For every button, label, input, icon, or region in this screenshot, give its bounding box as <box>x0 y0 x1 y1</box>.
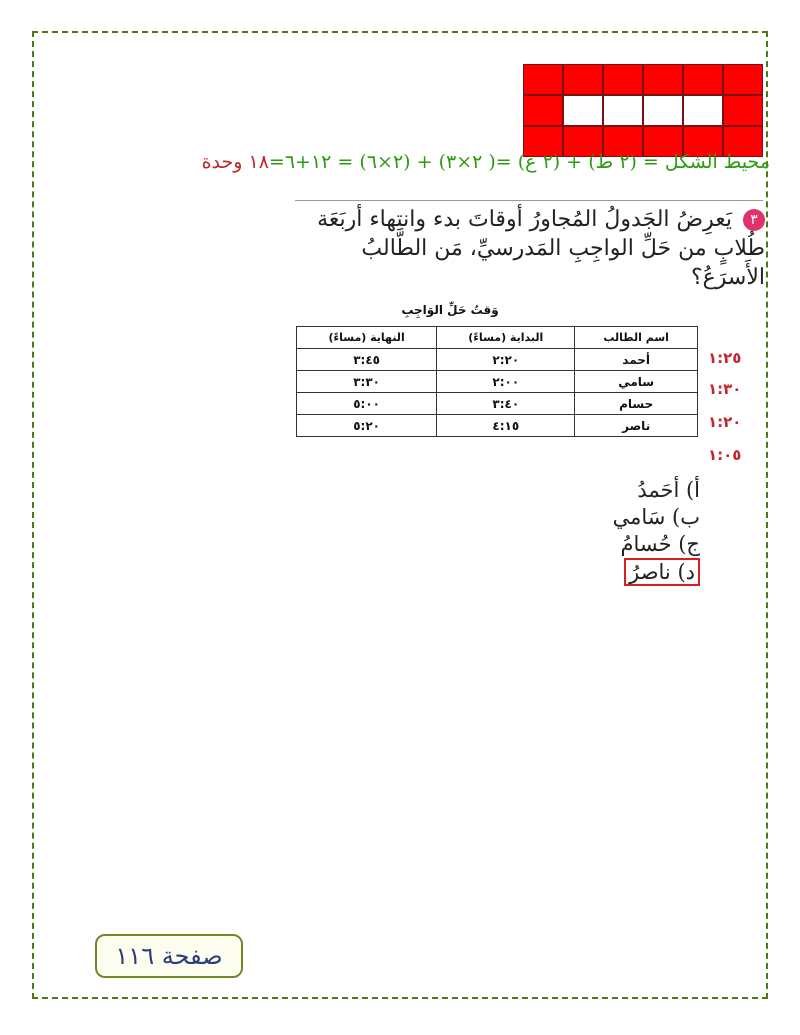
start-time: ٤:١٥ <box>437 415 575 437</box>
grid-cell-red <box>643 64 683 95</box>
grid-cell-red <box>563 64 603 95</box>
start-time: ٣:٤٠ <box>437 393 575 415</box>
header-end-time: النهاية (مساءً) <box>297 327 437 349</box>
end-time: ٥:٢٠ <box>297 415 437 437</box>
grid-cell-white <box>603 95 643 126</box>
option-c[interactable]: ج) حُسامُ <box>620 532 700 556</box>
grid-cell-red <box>523 64 563 95</box>
question-text: يَعرِضُ الجَدولُ المُجاورُ أوقاتَ بدء وانتهاء أربَعَة طُلابٍ من حَلِّ الواجِبِ المَدرسيِّ، مَن الطَّالبُ الأَسرَعُ؟ <box>317 207 765 290</box>
duration-annotation: ١:٣٠ <box>708 380 742 398</box>
question-number-badge: ٣ <box>743 209 765 231</box>
grid-cell-red <box>683 64 723 95</box>
student-name: ناصر <box>575 415 698 437</box>
grid-cell-red <box>603 64 643 95</box>
grid-cell-red <box>723 95 763 126</box>
grid-cell-white <box>563 95 603 126</box>
table-row <box>297 393 698 415</box>
table-row <box>297 371 698 393</box>
end-time: ٣:٤٥ <box>297 349 437 371</box>
option-b[interactable]: ب) سَامي <box>612 505 700 529</box>
question-block <box>295 205 765 292</box>
start-time: ٢:٢٠ <box>437 349 575 371</box>
table-row <box>297 349 698 371</box>
grid-cell-white <box>683 95 723 126</box>
homework-time-table <box>296 326 698 437</box>
option-a[interactable]: أ) أحَمدُ <box>637 478 700 502</box>
student-name: حسام <box>575 393 698 415</box>
duration-annotation: ١:٢٠ <box>708 413 742 431</box>
student-name: أحمد <box>575 349 698 371</box>
perimeter-solution <box>120 151 770 173</box>
perimeter-result: ١٨ وحدة <box>201 151 269 173</box>
perimeter-figure-grid <box>523 64 763 157</box>
grid-cell-red <box>523 95 563 126</box>
header-student-name: اسم الطالب <box>575 327 698 349</box>
duration-annotation: ١:٢٥ <box>708 349 742 367</box>
student-name: سامي <box>575 371 698 393</box>
option-d-selected[interactable]: د) ناصرُ <box>624 558 700 586</box>
divider <box>295 200 763 201</box>
end-time: ٣:٣٠ <box>297 371 437 393</box>
table-title: وَقتُ حَلِّ الوَاجِبِ <box>401 303 499 317</box>
grid-cell-white <box>643 95 683 126</box>
header-start-time: البداية (مساءً) <box>437 327 575 349</box>
duration-annotation: ١:٠٥ <box>708 446 742 464</box>
start-time: ٢:٠٠ <box>437 371 575 393</box>
end-time: ٥:٠٠ <box>297 393 437 415</box>
answer-options <box>560 477 700 586</box>
table-row <box>297 415 698 437</box>
table-header-row <box>297 327 698 349</box>
perimeter-expression: محيط الشكل = (٢ ط) + (٢ ع) =( ٢×٣) + (٢×٦) = ١٢+٦= <box>268 151 770 173</box>
page-number-label: صفحة ١١٦ <box>95 934 243 978</box>
grid-cell-red <box>723 64 763 95</box>
